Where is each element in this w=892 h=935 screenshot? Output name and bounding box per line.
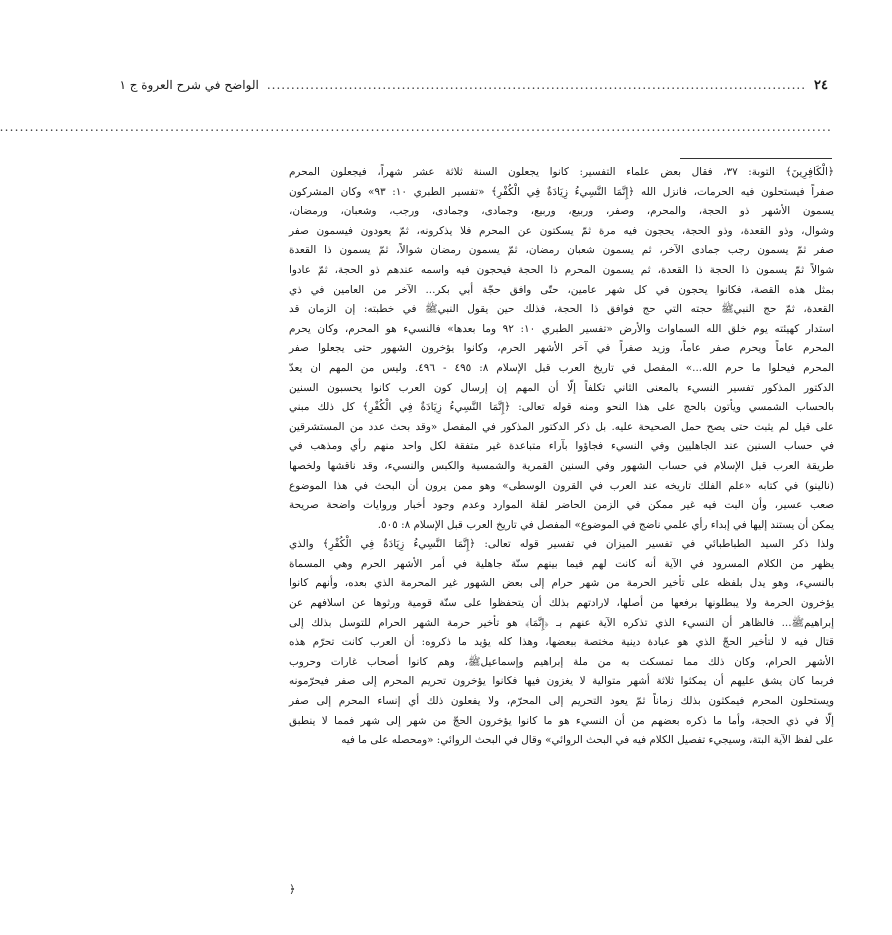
footnote-line: وشوال، وذو القعدة، وذو الحجة، يحجون فيه مرة ثمّ يسكتون عن المحرم فلا يذكرونه، ثمّ يعودون فيسمون صفر [289, 224, 834, 237]
header-dot-leader: ................................................................................................................ [266, 78, 807, 92]
footnote-line: على لفظ الآية البتة، وسيجيء تفصيل الكلام فيه في البحث الروائي» وقال في البحث الروائي: «ومحصله على ما فيه [341, 734, 834, 747]
footnote-line: قتال فيه لا لتأخير الحجّ الذي هو عبادة دينية مختصة ببعضها، وهذا كله يؤيد ما ذكروه: أن العرب كانت تحرّم هذه [289, 636, 834, 649]
footnote-line: إلّا في ذي الحجة، وأما ما ذكره بعضهم من أن النسيء هو ما كانوا يؤخرون الحجّ من شهر إلى شهر فمما لا ينطبق [289, 714, 834, 727]
footnote-line: يمكن أن يستند إليها في إبداء رأي علمي ناضج في الموضوع» المفصل في تاريخ العرب قبل الإسلام ٨: ٥٠٥. [377, 518, 834, 531]
footnote-line: بالحساب الشمسي ويأتون بالحج على هذا النحو ومنه قوله تعالى: ﴿إِنَّمَا النَّسِيءُ زِيَادَةٌ فِي الْكُفْرِ﴾ كل ذلك مبني [289, 401, 834, 414]
footnote-line: استدار كهيئته يوم خلق الله السماوات والأرض «تفسير الطبري ١٠: ٩٢ وما بعدها» فالنسيء هو المحرم، وكان يحرم [289, 322, 834, 335]
footnote-line: القعدة، ثمّ حج النبيﷺ حجته التي حج فوافق ذا الحجة، فذلك حين يقول النبيﷺ في خطبته: إن الزمان قد [289, 303, 834, 316]
footnote-line: بمثل هذه القصة، فكانوا يحجون في كل شهر عامين، حتّى وافق حجّة أبي بكر... الآخر من العامين في ذي [289, 283, 834, 296]
main-text-placeholder-dots: ...................................................................................................................................................................... [0, 120, 832, 134]
footnote-line: ولذا ذكر السيد الطباطبائي في تفسير الميزان في تفسير قوله تعالى: ﴿إِنَّمَا النَّسِيءُ زِيَادَةٌ فِي الْكُفْرِ﴾ والذي [289, 538, 834, 551]
footnote-line: إبراهيمﷺ... فالظاهر أن النسيء الذي تذكره الآية عنهم بـ ﴿إِنَّمَا﴾ هو تأخير حرمة الشهر الحرام للتوسل بذلك إلى [289, 616, 834, 629]
continuation-mark: ﴿ [289, 883, 296, 896]
footnote-line: الأشهر الحرام، وكان ذلك مما تمسكت به من ملة إبراهيم وإسماعيلﷺ، وهم كانوا أصحاب غارات وحروب [289, 655, 834, 668]
footnote-line: صفراً فيستحلون فيه الحرمات، فانزل الله ﴿إِنَّمَا النَّسِيءُ زِيَادَةٌ فِي الْكُفْرِ﴾ «تفسير الطبري ١٠: ٩٣» وكان المشركون [289, 185, 834, 198]
footnote-line: المحرم فيحلوا ما حرم الله...» المفصل في تاريخ العرب قبل الإسلام ٨: ٤٩٥ - ٤٩٦. وليس من المهم ان يعدّ [289, 361, 835, 374]
footnote-line: بالنسيء، وهو يدل بلفظه على تأخير الحرمة من شهر حرام إلى بعض الشهور غير المحرمة الذي بعده، وأنهم كانوا [289, 577, 834, 590]
footnote-text [289, 163, 834, 751]
footnote-line: على قيل لم يثبت حتى يصح حمل الصحيحة عليه. بل ذكر الدكتور المذكور في المفصل «وقد بحث عدد من المستشرقين [289, 420, 834, 433]
footnote-line: طريقة العرب قبل الإسلام في حساب الشهور وفي السنين القمرية والشمسية والكبس والنسيء، وقد ناقشها ولخصها [289, 459, 834, 472]
book-title: الواضح في شرح العروة ج ١ [119, 78, 259, 92]
footnote-line: يؤخرون الحرمة ولا يبطلونها برفعها من أصلها، لارادتهم بذلك أن يتحفظوا على سنّة قومية ورثوها عن اسلافهم عن [289, 597, 834, 610]
footnote-rule [680, 158, 832, 159]
footnote-line: المحرم عاماً ويحرم صفر عاماً، وزيد صفراً في آخر الأشهر الحرم، وكانوا يؤخرون الشهور حتى يجعلوا صفر [289, 342, 834, 355]
page-number: ٢٤ [814, 77, 828, 93]
footnote-line: يسمون الأشهر ذو الحجة، والمحرم، وصفر، وربيع، وربيع، وجمادى، وجمادى، ورجب، وشعبان، ورمضان، [289, 205, 834, 218]
footnote-line: الدكتور المذكور تفسير النسيء بالمعنى الثاني تكلفاً إلّا أن المهم إن إرسال كون العرب كانوا يحسبون السنين [289, 381, 834, 394]
footnote-line: صفر ثمّ يسمون رجب جمادى الآخر، ثم يسمون شعبان رمضان، ثمّ يسمون رمضان شوالاً، ثمّ يسمون ذا القعدة [289, 244, 834, 257]
footnote-line: شوالاً ثمّ يسمون ذا الحجة ذا القعدة، ثم يسمون المحرم ذا الحجة فيحجون فيه واسمه عندهم ذو الحجة، ثمّ عادوا [289, 263, 834, 276]
footnote-line: في حساب السنين عند الجاهليين وفي النسيء فجاؤوا بآراء متباعدة غير متفقة لكل واحد منهم رأي ومذهب في [289, 440, 834, 453]
footnote-line: يظهر من الكلام المسرود في الآية أنه كانت لهم فيما بينهم سنّة جاهلية في أمر الأشهر الحرم وهي المسماة [289, 557, 834, 570]
running-header [119, 76, 828, 94]
footnote-line: فربما كان يشق عليهم أن يمكثوا ثلاثة أشهر متوالية لا يغزون فيها فكانوا يؤخرون تحريم المحرم إلى صفر فيحرّمونه [289, 675, 834, 688]
footnote-line: ويستحلون المحرم فيمكثون بذلك زماناً ثمّ يعود التحريم إلى المحرّم، ولا يفعلون ذلك أي إنساء المحرم إلى صفر [289, 695, 834, 708]
footnote-line: (نالينو) في كتابه «علم الفلك تاريخه عند العرب في القرون الوسطى» وهو ممن يرون أن البحث في هذا الموضوع [289, 479, 834, 492]
footnote-line: صعب عسير، وأن البت فيه غير ممكن في الزمن الحاضر لقلة الموارد وعدم وجود أخبار وروايات واضحة صريحة [289, 499, 834, 512]
footnote-line: ﴿الْكَافِرِينَ﴾ التوبة: ٣٧، فقال بعض علماء التفسير: كانوا يجعلون السنة ثلاثة عشر شهراً، فيجعلون المحرم [289, 166, 834, 178]
